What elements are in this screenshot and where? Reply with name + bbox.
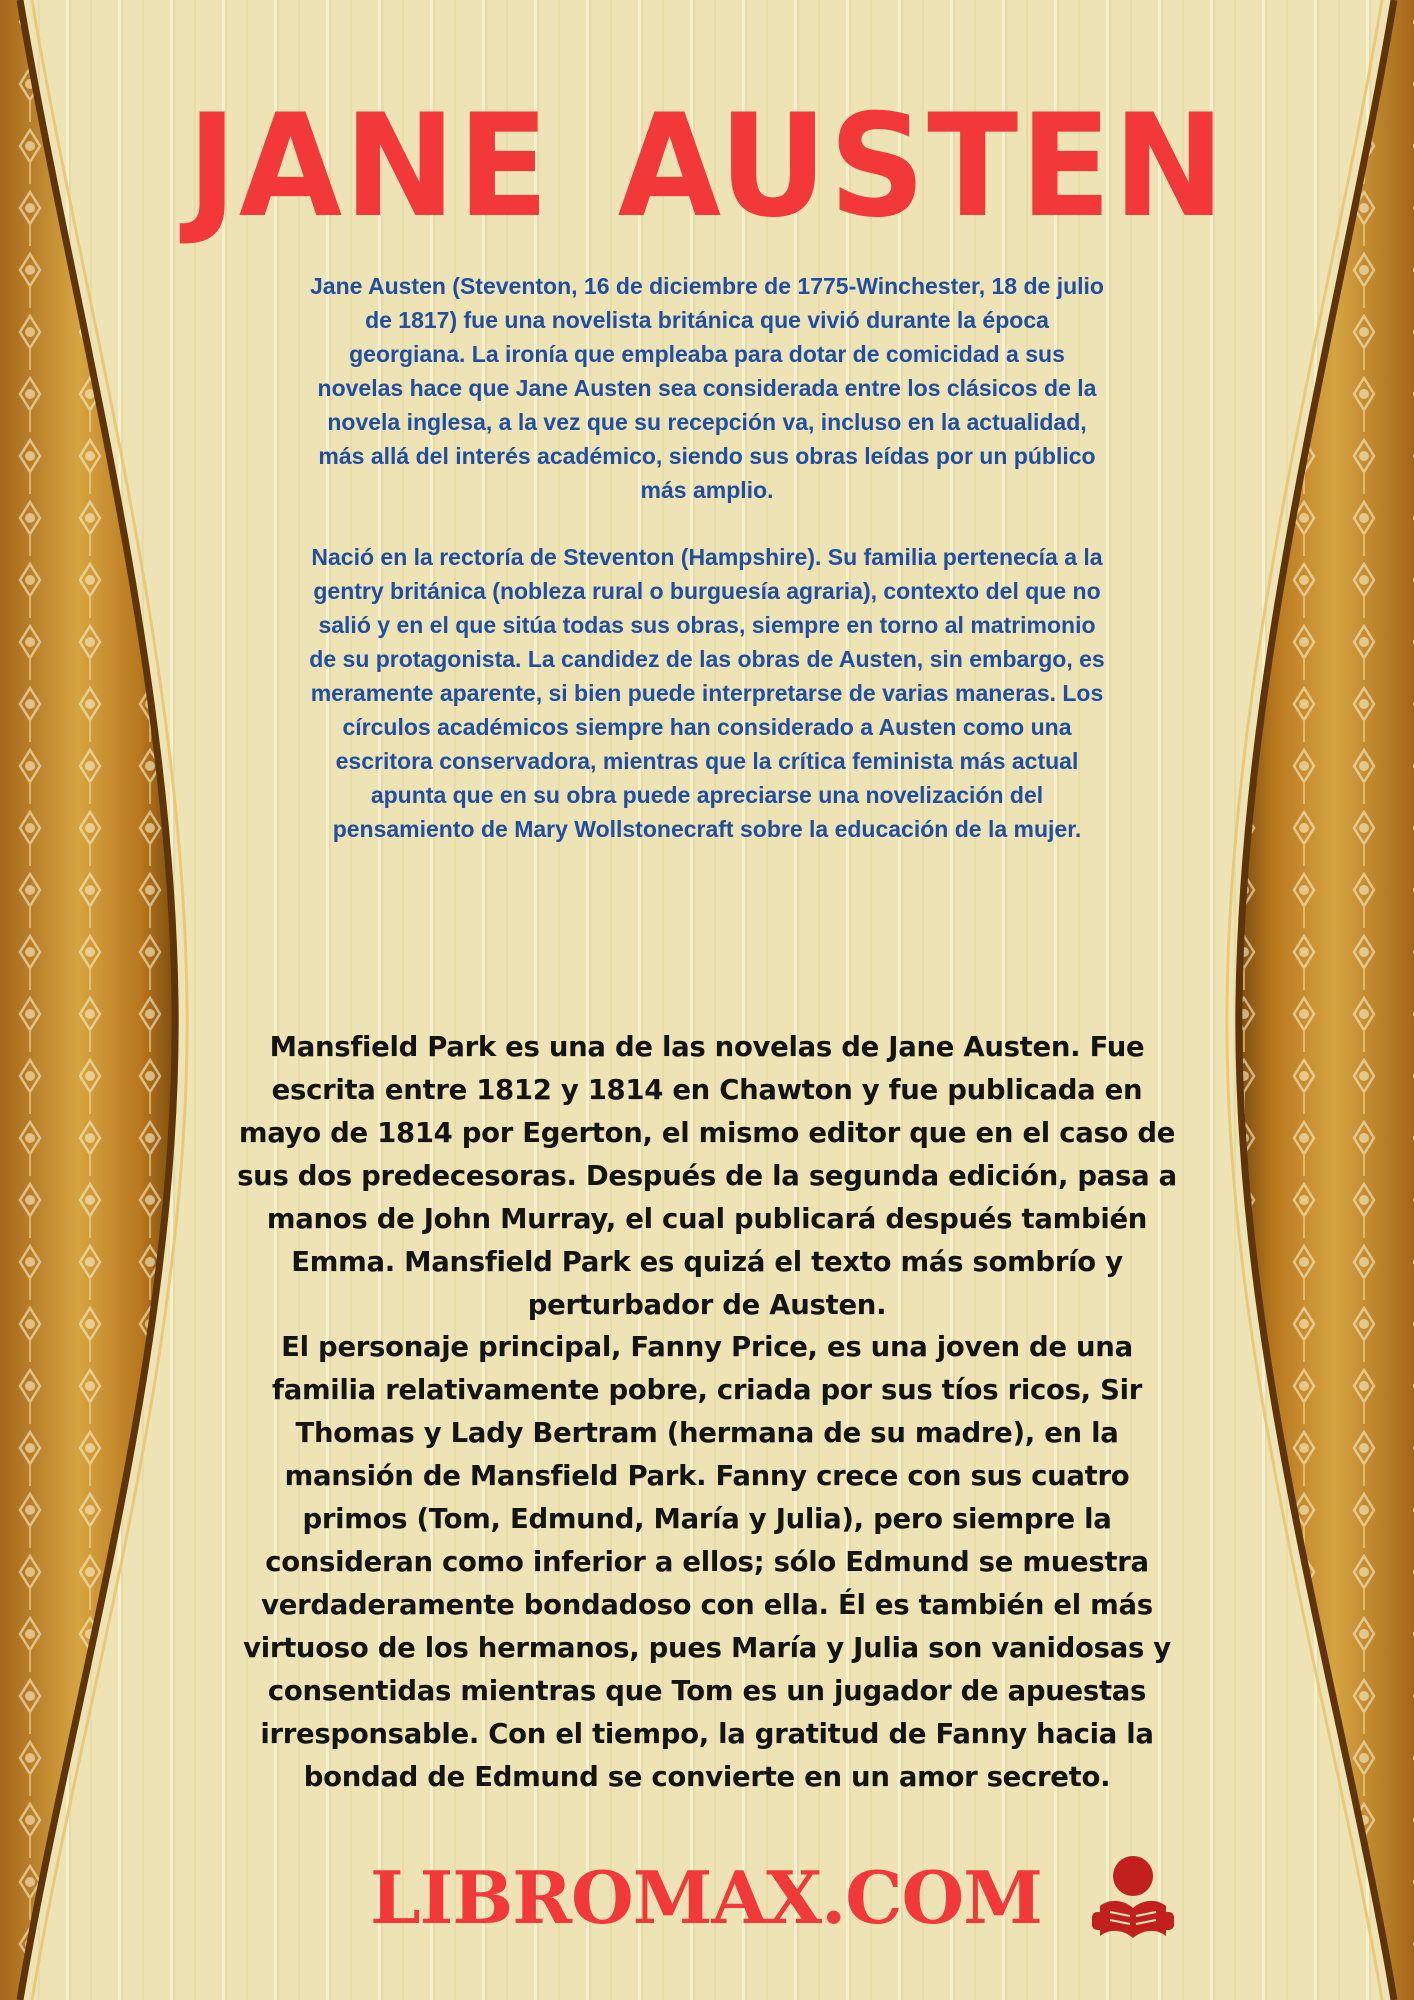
novel-summary-paragraph-1: Mansfield Park es una de las novelas de Jane Austen. Fue escrita entre 1812 y 1814 en Chawton y fue publicada en mayo de 1814 por Egerton, el mismo editor que en el caso de sus dos predecesoras. Después de la segunda edición, pasa a manos de John Murray, el cual publicará después también Emma. Mansfield Park es quizá el texto más sombrío y perturbador de Austen. (237, 1031, 1177, 1321)
page-title: JANE AUSTEN (187, 84, 1227, 249)
novel-summary-paragraph-2: El personaje principal, Fanny Price, es una joven de una familia relativamente pobre, criada por sus tíos ricos, Sir Thomas y Lady Bertram (hermana de su madre), en la mansión de Mansfield Park. Fanny crece con sus cuatro primos (Tom, Edmund, María y Julia), pero siempre la consideran como inferior a ellos; sólo Edmund se muestra verdaderamente bondadoso con ella. Él es también el más virtuoso de los hermanos, pues María y Julia son vanidosas y consentidas mientras que Tom es un jugador de apuestas irresponsable. Con el tiempo, la gratitud de Fanny hacia la bondad de Edmund se convierte en un amor secreto. (243, 1331, 1171, 1793)
biography-paragraph-1: Jane Austen (Steventon, 16 de diciembre de 1775-Winchester, 18 de julio de 1817) fue una novelista británica que vivió durante la época georgiana. La ironía que empleaba para dotar de comicidad a sus novelas hace que Jane Austen sea considerada entre los clásicos de la novela inglesa, a la vez que su recepción va, incluso en la actualidad, más allá del interés académico, siendo sus obras leídas por un público más amplio. (310, 273, 1104, 503)
biography-paragraph-2: Nació en la rectoría de Steventon (Hampshire). Su familia pertenecía a la gentry británica (nobleza rural o burguesía agraria), contexto del que no salió y en el que sitúa todas sus obras, siempre en torno al matrimonio de su protagonista. La candidez de las obras de Austen, sin embargo, es meramente aparente, si bien puede interpretarse de varias maneras. Los círculos académicos siempre han considerado a Austen como una escritora conservadora, mientras que la crítica feminista más actual apunta que en su obra puede apreciarse una novelización del pensamiento de Mary Wollstonecraft sobre la educación de la mujer. (309, 544, 1105, 842)
reader-icon (1090, 1854, 1176, 1944)
brand-link[interactable]: LIBROMAX.COM (370, 1855, 1042, 1940)
